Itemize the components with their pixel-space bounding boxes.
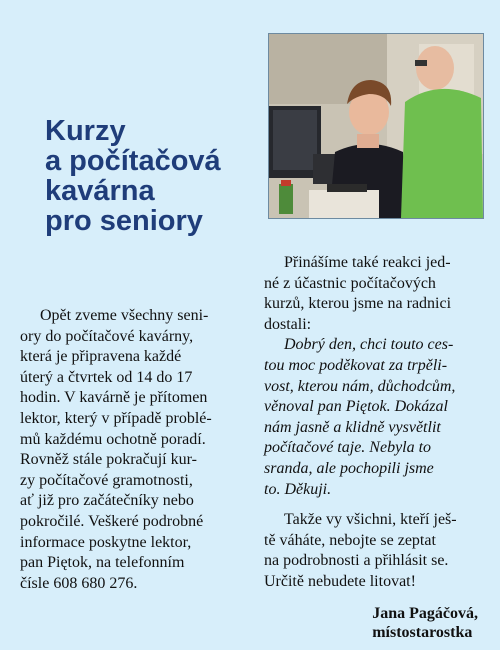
title-line: kavárna [45, 175, 155, 207]
text-line: Přinášíme také reakci jed- [284, 254, 451, 271]
text-line: pokročilé. Veškeré podrobné [20, 512, 204, 530]
text-line: úterý a čtvrtek od 14 do 17 [20, 368, 193, 386]
article-title [45, 116, 255, 236]
text-line: Určitě nebudete litovat! [264, 572, 416, 590]
quote-line: Dobrý den, chci touto ces- [284, 336, 454, 354]
quote-line: nám jasně a klidně vysvětlit [264, 418, 441, 436]
quote-line: věnoval pan Piętok. Dokázal [264, 398, 448, 416]
title-line: Kurzy [45, 115, 126, 147]
title-line: pro seniory [45, 205, 203, 237]
text-line: Rovněž stále pokračují kur- [20, 451, 197, 469]
signature-role: místostarostka [372, 624, 473, 641]
title-line: a počítačová [45, 145, 221, 177]
text-line: zy počítačové gramotnosti, [20, 471, 193, 489]
text-line: čísle 608 680 276. [20, 574, 138, 592]
text-line: která je připravena každé [20, 348, 182, 366]
quote-line: počítačové taje. Nebyla to [264, 439, 432, 457]
text-line: kurzů, kterou jsme na radnici [264, 295, 452, 313]
text-line: informace poskytne lektor, [20, 533, 192, 551]
quote-line: sranda, ale pochopili jsme [264, 459, 434, 477]
text-line: lektor, který v případě problé- [20, 409, 212, 427]
text-line: na podrobnosti a přihlásit se. [264, 552, 449, 570]
text-line: mů každému ochotně poradí. [20, 430, 206, 448]
signature [372, 604, 478, 642]
quote-line: to. Děkuji. [264, 480, 332, 498]
text-line: dostali: [264, 315, 312, 333]
article-photo [268, 33, 484, 219]
right-column-text [264, 253, 486, 593]
text-line: ať již pro začátečníky nebo [20, 492, 194, 510]
quote-line: vost, kterou nám, důchodcům, [264, 377, 456, 395]
text-line: pan Piętok, na telefonním [20, 554, 185, 572]
text-line: Takže vy všichni, kteří ješ- [284, 511, 457, 529]
quote-line: tou moc poděkovat za trpěli- [264, 356, 448, 374]
left-column-text [20, 306, 248, 594]
text-line: tě váháte, nebojte se zeptat [264, 531, 436, 549]
signature-name: Jana Pagáčová, [372, 605, 478, 622]
text-line: ory do počítačové kavárny, [20, 327, 194, 345]
text-line: né z účastnic počítačových [264, 274, 436, 292]
text-line: hodin. V kavárně je přítomen [20, 389, 208, 407]
text-line: Opět zveme všechny seni- [40, 307, 209, 324]
